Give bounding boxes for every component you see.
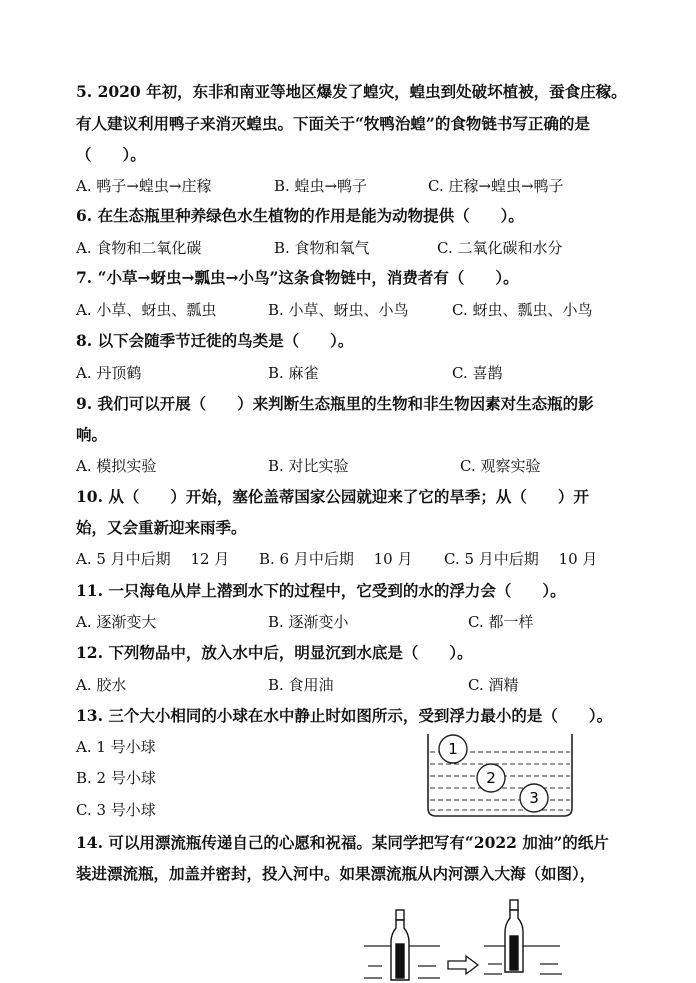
- q7-line-1: 7. “小草→蚜虫→瓢虫→小鸟”这条食物链中，消费者有（ ）。: [76, 268, 519, 287]
- q13-option-b: B. 2 号小球: [76, 769, 156, 787]
- q7-option-a: A. 小草、蚜虫、瓢虫: [76, 301, 217, 319]
- q12-option-b: B. 食用油: [268, 676, 334, 694]
- q5-option-b: B. 蝗虫→鸭子: [274, 177, 368, 195]
- q11-option-b: B. 逐渐变小: [268, 613, 349, 631]
- q13-option-a: A. 1 号小球: [76, 738, 156, 756]
- q6-line-1: 6. 在生态瓶里种养绿色水生植物的作用是能为动物提供（ ）。: [76, 206, 524, 225]
- q7-option-b: B. 小草、蚜虫、小鸟: [268, 301, 409, 319]
- ball-2-label: 2: [486, 769, 496, 787]
- q10-option-b: B. 6 月中后期 10 月: [259, 550, 413, 568]
- q10-option-c: C. 5 月中后期 10 月: [444, 550, 598, 568]
- q14-bottle-figure: [360, 898, 600, 983]
- q10-option-a: A. 5 月中后期 12 月: [76, 550, 230, 568]
- ball-3-label: 3: [529, 789, 539, 807]
- q10-line-2: 始，又会重新迎来雨季。: [76, 518, 247, 537]
- q5-line-3: （ ）。: [76, 145, 146, 164]
- q5-option-c: C. 庄稼→蝗虫→鸭子: [428, 177, 564, 195]
- q8-line-1: 8. 以下会随季节迁徙的鸟类是（ ）。: [76, 331, 354, 350]
- q5-line-2: 有人建议利用鸭子来消灭蝗虫。下面关于“牧鸭治蝗”的食物链书写正确的是: [76, 114, 590, 133]
- q5-option-a: A. 鸭子→蝗虫→庄稼: [76, 177, 212, 195]
- q11-line-1: 11. 一只海龟从岸上潜到水下的过程中，它受到的水的浮力会（ ）。: [76, 581, 566, 600]
- q13-line-1: 13. 三个大小相同的小球在水中静止时如图所示，受到浮力最小的是（ ）。: [76, 706, 613, 725]
- bottle-sea: [505, 900, 523, 972]
- q9-option-c: C. 观察实验: [460, 457, 541, 475]
- bottle-river: [391, 910, 409, 980]
- q11-option-a: A. 逐渐变大: [76, 613, 157, 631]
- q12-option-c: C. 酒精: [468, 676, 519, 694]
- q14-line-2: 装进漂流瓶，加盖并密封，投入河中。如果漂流瓶从内河漂入大海（如图），: [76, 864, 596, 883]
- q8-option-c: C. 喜鹊: [452, 364, 503, 382]
- q14-line-1: 14. 可以用漂流瓶传递自己的心愿和祝福。某同学把写有“2022 加油”的纸片: [76, 833, 609, 852]
- q8-option-b: B. 麻雀: [268, 364, 319, 382]
- q5-line-1: 5. 2020 年初，东非和南亚等地区爆发了蝗灾，蝗虫到处破坏植被，蚕食庄稼。: [76, 82, 627, 101]
- q6-option-a: A. 食物和二氧化碳: [76, 239, 202, 257]
- q8-option-a: A. 丹顶鹤: [76, 364, 142, 382]
- q13-option-c: C. 3 号小球: [76, 801, 156, 819]
- q12-line-1: 12. 下列物品中，放入水中后，明显沉到水底是（ ）。: [76, 643, 473, 662]
- q7-option-c: C. 蚜虫、瓢虫、小鸟: [452, 301, 593, 319]
- q9-option-b: B. 对比实验: [268, 457, 349, 475]
- q10-line-1: 10. 从（ ）开始，塞伦盖蒂国家公园就迎来了它的旱季；从（ ）开: [76, 487, 589, 506]
- q9-option-a: A. 模拟实验: [76, 457, 157, 475]
- ball-1-label: 1: [448, 740, 458, 758]
- q11-option-c: C. 都一样: [468, 613, 534, 631]
- q13-ball-figure: [420, 728, 580, 820]
- q9-line-1: 9. 我们可以开展（ ）来判断生态瓶里的生物和非生物因素对生态瓶的影: [76, 394, 594, 413]
- q12-option-a: A. 胶水: [76, 676, 127, 694]
- q6-option-b: B. 食物和氧气: [274, 239, 370, 257]
- q9-line-2: 响。: [76, 425, 108, 444]
- q6-option-c: C. 二氧化碳和水分: [437, 239, 563, 257]
- transition-arrow: [448, 956, 478, 974]
